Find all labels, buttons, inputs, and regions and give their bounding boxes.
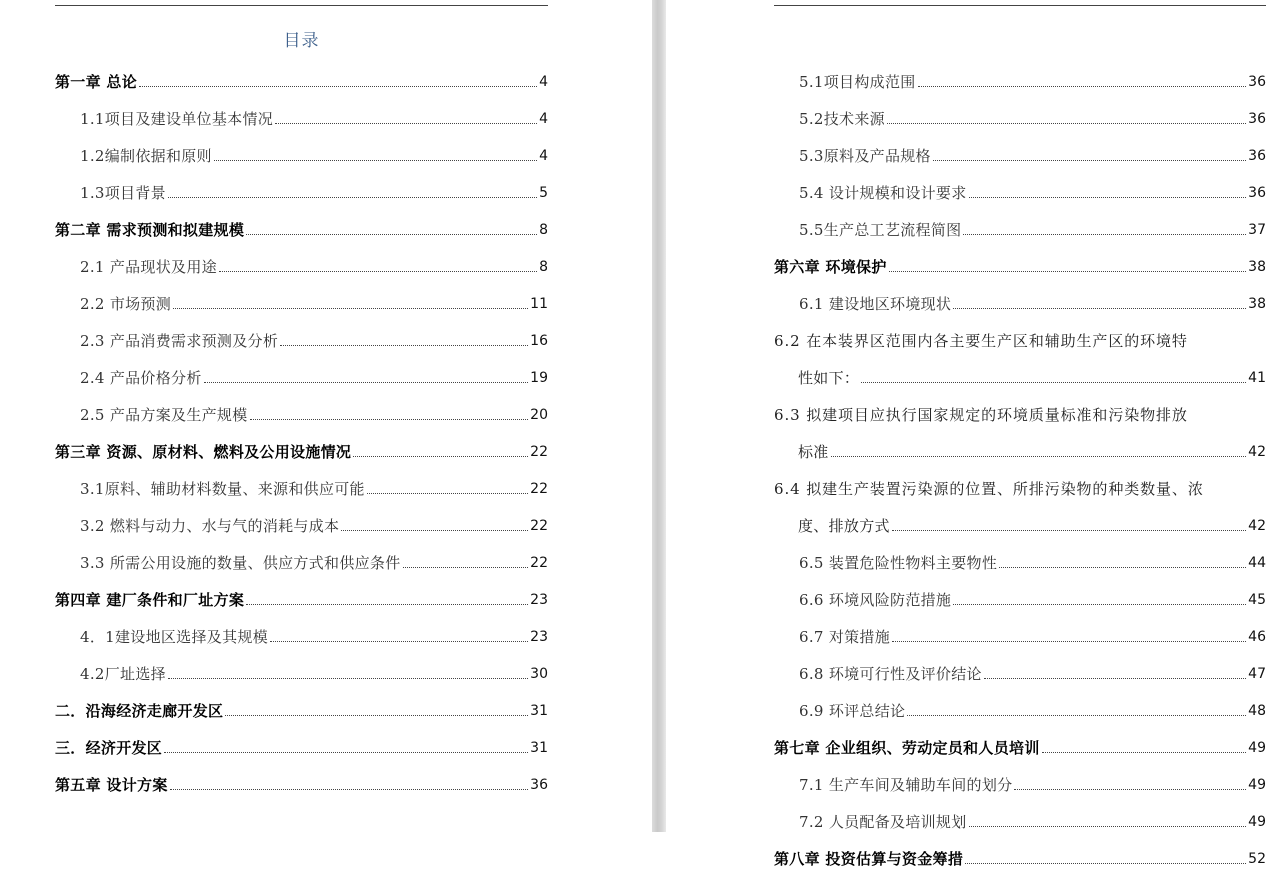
toc-page-number: 49 <box>1248 814 1266 830</box>
dot-leader <box>353 456 528 457</box>
dot-leader <box>403 567 529 568</box>
toc-chapter-entry[interactable] <box>774 245 1266 282</box>
toc-entry-text: 标准 <box>798 443 829 461</box>
dot-leader <box>831 456 1247 457</box>
toc-page-number: 36 <box>1248 148 1266 164</box>
toc-section-entry[interactable] <box>774 171 1266 208</box>
toc-section-entry[interactable] <box>774 97 1266 134</box>
toc-entry-text: 5.2技术来源 <box>799 110 885 128</box>
toc-page-number: 38 <box>1248 259 1266 275</box>
toc-entry-text: 2.5 产品方案及生产规模 <box>80 406 248 424</box>
toc-chapter-entry[interactable] <box>55 689 548 726</box>
toc-entry-text: 6.7 对策措施 <box>799 628 891 646</box>
toc-entry-text: 7.2 人员配备及培训规划 <box>799 813 967 831</box>
toc-entry-text: 5.1项目构成范围 <box>799 73 916 91</box>
toc-section-entry[interactable] <box>774 134 1266 171</box>
toc-entry-text: 二．沿海经济走廊开发区 <box>55 702 224 720</box>
dot-leader <box>246 604 528 605</box>
dot-leader <box>275 123 537 124</box>
dot-leader <box>953 604 1246 605</box>
toc-entry-text: 1.1项目及建设单位基本情况 <box>80 110 274 128</box>
toc-entry-text: 第一章 总论 <box>55 73 138 91</box>
toc-page-number: 4 <box>539 148 548 164</box>
toc-section-entry[interactable] <box>55 541 548 578</box>
toc-entry-text: 三．经济开发区 <box>55 739 163 757</box>
dot-leader <box>341 530 528 531</box>
toc-page-number: 37 <box>1248 222 1266 238</box>
toc-entry-text: 第四章 建厂条件和厂址方案 <box>55 591 245 609</box>
toc-entry-text: 第六章 环境保护 <box>774 258 887 276</box>
toc-entry-text: 5.4 设计规模和设计要求 <box>799 184 967 202</box>
toc-section-entry[interactable] <box>55 171 548 208</box>
toc-page-number: 31 <box>530 740 548 756</box>
toc-entry-text: 第五章 设计方案 <box>55 776 168 794</box>
dot-leader <box>969 197 1247 198</box>
dot-leader <box>1042 752 1247 753</box>
dot-leader <box>918 86 1247 87</box>
toc-entry-text: 6.6 环境风险防范措施 <box>799 591 952 609</box>
toc-entry-text: 6.8 环境可行性及评价结论 <box>799 665 982 683</box>
dot-leader <box>250 419 529 420</box>
dot-leader <box>214 160 537 161</box>
toc-section-entry[interactable] <box>774 578 1266 615</box>
toc-entry-text: 5.3原料及产品规格 <box>799 147 931 165</box>
toc-entry-text: 2.2 市场预测 <box>80 295 172 313</box>
toc-page-number: 16 <box>530 333 548 349</box>
toc-page-number: 22 <box>530 444 548 460</box>
dot-leader <box>270 641 528 642</box>
dot-leader <box>204 382 529 383</box>
toc-page-number: 38 <box>1248 296 1266 312</box>
left-page <box>0 0 652 832</box>
page-gutter <box>652 0 666 832</box>
toc-chapter-entry[interactable] <box>774 837 1266 874</box>
toc-page-number: 44 <box>1248 555 1266 571</box>
dot-leader <box>889 271 1247 272</box>
dot-leader <box>246 234 537 235</box>
toc-section-entry[interactable] <box>55 356 548 393</box>
toc-entry-text: 2.4 产品价格分析 <box>80 369 202 387</box>
toc-entry-text: 1.2编制依据和原则 <box>80 147 212 165</box>
toc-page-number: 52 <box>1248 851 1266 867</box>
toc-section-entry[interactable] <box>55 319 548 356</box>
toc-page-number: 36 <box>530 777 548 793</box>
toc-list-left <box>55 60 548 800</box>
dot-leader <box>139 86 537 87</box>
toc-page-number: 19 <box>530 370 548 386</box>
toc-entry-text: 第二章 需求预测和拟建规模 <box>55 221 245 239</box>
dot-leader <box>219 271 537 272</box>
header-rule <box>55 5 548 6</box>
toc-entry-text: 2.3 产品消费需求预测及分析 <box>80 332 279 350</box>
toc-entry-text: 6.2 在本装界区范围内各主要生产区和辅助生产区的环境特 <box>774 332 1188 350</box>
toc-section-entry[interactable] <box>55 504 548 541</box>
toc-page-number: 11 <box>530 296 548 312</box>
toc-section-entry[interactable] <box>55 615 548 652</box>
toc-page-number: 46 <box>1248 629 1266 645</box>
dot-leader <box>861 382 1246 383</box>
dot-leader <box>168 678 528 679</box>
toc-page-number: 45 <box>1248 592 1266 608</box>
toc-page-number: 20 <box>530 407 548 423</box>
dot-leader <box>892 641 1246 642</box>
toc-entry-text: 7.1 生产车间及辅助车间的划分 <box>799 776 1013 794</box>
toc-entry-text: 第七章 企业组织、劳动定员和人员培训 <box>774 739 1040 757</box>
toc-entry-text: 3.3 所需公用设施的数量、供应方式和供应条件 <box>80 554 401 572</box>
toc-entry-text: 性如下： <box>798 369 860 387</box>
toc-page-number: 42 <box>1248 518 1266 534</box>
toc-title: 目录 <box>283 31 320 51</box>
toc-entry-text: 6.1 建设地区环境现状 <box>799 295 952 313</box>
dot-leader <box>173 308 528 309</box>
toc-section-entry[interactable] <box>774 282 1266 319</box>
toc-entry-text: 6.5 装置危险性物料主要物性 <box>799 554 998 572</box>
toc-section-entry[interactable] <box>55 245 548 282</box>
toc-section-entry[interactable] <box>774 800 1266 837</box>
dot-leader <box>280 345 528 346</box>
toc-page-number: 23 <box>530 592 548 608</box>
dot-leader <box>170 789 529 790</box>
toc-page-number: 42 <box>1248 444 1266 460</box>
toc-section-entry[interactable] <box>55 282 548 319</box>
toc-page-number: 22 <box>530 555 548 571</box>
toc-chapter-entry[interactable] <box>55 430 548 467</box>
toc-entry-text: 第三章 资源、原材料、燃料及公用设施情况 <box>55 443 352 461</box>
toc-section-entry[interactable] <box>774 541 1266 578</box>
toc-chapter-entry[interactable] <box>55 208 548 245</box>
toc-page-number: 22 <box>530 518 548 534</box>
header-rule <box>774 5 1266 6</box>
toc-entry-text: 4.2厂址选择 <box>80 665 166 683</box>
toc-section-entry[interactable] <box>774 689 1266 726</box>
toc-page-number: 49 <box>1248 740 1266 756</box>
toc-page-number: 41 <box>1248 370 1266 386</box>
dot-leader <box>907 715 1246 716</box>
dot-leader <box>367 493 528 494</box>
toc-chapter-entry[interactable] <box>55 763 548 800</box>
toc-section-entry[interactable] <box>774 60 1266 97</box>
toc-section-entry[interactable] <box>774 504 1266 541</box>
toc-entry-text: 2.1 产品现状及用途 <box>80 258 217 276</box>
toc-section-entry[interactable] <box>774 393 1266 430</box>
toc-page-number: 31 <box>530 703 548 719</box>
toc-page-number: 23 <box>530 629 548 645</box>
toc-page-number: 22 <box>530 481 548 497</box>
toc-entry-text: 1.3项目背景 <box>80 184 166 202</box>
toc-page-number: 36 <box>1248 185 1266 201</box>
toc-chapter-entry[interactable] <box>55 60 548 97</box>
toc-section-entry[interactable] <box>55 134 548 171</box>
toc-entry-text: 第八章 投资估算与资金筹措 <box>774 850 964 868</box>
dot-leader <box>999 567 1246 568</box>
toc-entry-text: 3.1原料、辅助材料数量、来源和供应可能 <box>80 480 365 498</box>
toc-section-entry[interactable] <box>774 467 1266 504</box>
dot-leader <box>887 123 1246 124</box>
toc-page-number: 8 <box>539 222 548 238</box>
toc-entry-text: 度、排放方式 <box>798 517 890 535</box>
toc-section-entry[interactable] <box>774 615 1266 652</box>
toc-section-entry[interactable] <box>774 319 1266 356</box>
toc-section-entry[interactable] <box>55 393 548 430</box>
toc-page-number: 36 <box>1248 111 1266 127</box>
toc-chapter-entry[interactable] <box>55 578 548 615</box>
toc-entry-text: 6.3 拟建项目应执行国家规定的环境质量标准和污染物排放 <box>774 406 1188 424</box>
dot-leader <box>965 863 1246 864</box>
dot-leader <box>1014 789 1246 790</box>
toc-list-right <box>774 60 1266 874</box>
toc-page-number: 8 <box>539 259 548 275</box>
toc-entry-text: 3.2 燃料与动力、水与气的消耗与成本 <box>80 517 340 535</box>
toc-chapter-entry[interactable] <box>55 726 548 763</box>
toc-section-entry[interactable] <box>774 430 1266 467</box>
toc-page-number: 48 <box>1248 703 1266 719</box>
toc-page-number: 30 <box>530 666 548 682</box>
toc-section-entry[interactable] <box>55 97 548 134</box>
dot-leader <box>892 530 1246 531</box>
toc-section-entry[interactable] <box>774 356 1266 393</box>
toc-page-number: 4 <box>539 74 548 90</box>
toc-page-number: 5 <box>539 185 548 201</box>
toc-entry-text: 6.9 环评总结论 <box>799 702 906 720</box>
right-page <box>666 0 1277 868</box>
toc-entry-text: 5.5生产总工艺流程简图 <box>799 221 962 239</box>
toc-section-entry[interactable] <box>774 763 1266 800</box>
dot-leader <box>164 752 528 753</box>
toc-page-number: 36 <box>1248 74 1266 90</box>
toc-entry-text: 6.4 拟建生产装置污染源的位置、所排污染物的种类数量、浓 <box>774 480 1204 498</box>
dot-leader <box>933 160 1246 161</box>
toc-page-number: 49 <box>1248 777 1266 793</box>
dot-leader <box>225 715 528 716</box>
dot-leader <box>953 308 1246 309</box>
toc-page-number: 47 <box>1248 666 1266 682</box>
dot-leader <box>168 197 537 198</box>
toc-page-number: 4 <box>539 111 548 127</box>
toc-entry-text: 4．1建设地区选择及其规模 <box>80 628 268 646</box>
toc-chapter-entry[interactable] <box>774 726 1266 763</box>
toc-section-entry[interactable] <box>774 208 1266 245</box>
toc-section-entry[interactable] <box>55 467 548 504</box>
toc-section-entry[interactable] <box>55 652 548 689</box>
dot-leader <box>969 826 1247 827</box>
dot-leader <box>984 678 1246 679</box>
dot-leader <box>963 234 1246 235</box>
toc-section-entry[interactable] <box>774 652 1266 689</box>
